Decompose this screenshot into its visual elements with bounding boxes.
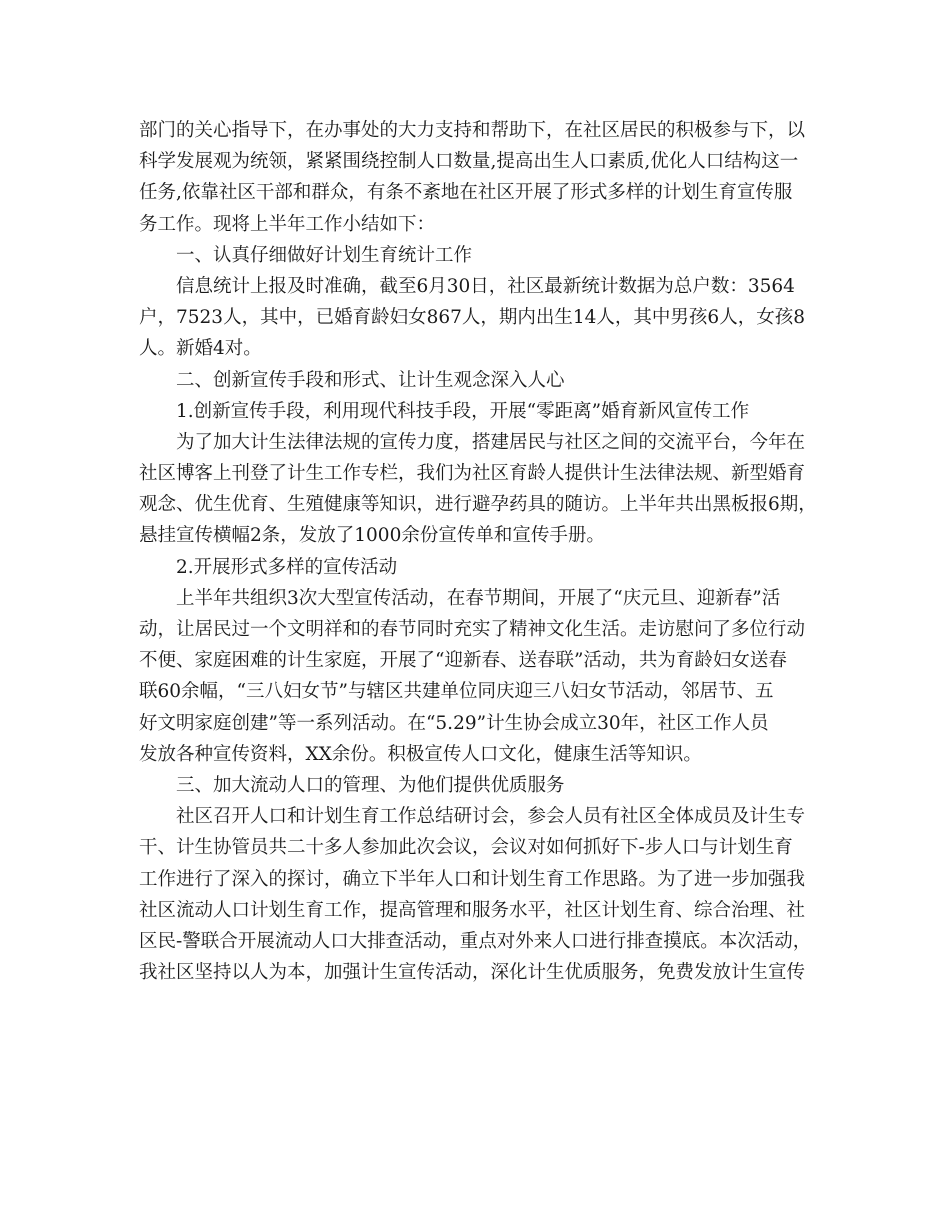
section-heading: 二、创新宣传手段和形式、让计生观念深入人心 <box>176 369 565 391</box>
document-body <box>139 115 819 988</box>
paragraph-first-line: 社区召开人口和计划生育工作总结研讨会，参会人员有社区全体成员及计生专 <box>176 806 806 828</box>
section-heading: 一、认真仔细做好计划生育统计工作 <box>176 244 473 266</box>
subsection-heading: 1.创新宣传手段，利用现代科技手段，开展“零距离”婚育新风宣传工作 <box>176 400 750 422</box>
body-line: 科学发展观为统领，紧紧围绕控制人口数量,提高出生人口素质,优化人口结构这一 <box>139 151 799 173</box>
body-line: 悬挂宣传横幅2条，发放了1000余份宣传单和宣传手册。 <box>139 525 605 547</box>
body-line: 社区博客上刊登了计生工作专栏，我们为社区育龄人提供计生法律法规、新型婚育 <box>139 463 806 485</box>
body-line: 户，7523人，其中，已婚育龄妇女867人，期内出生14人，其中男孩6人，女孩8 <box>139 307 805 329</box>
paragraph-first-line: 信息统计上报及时准确，截至6月30日，社区最新统计数据为总户数：3564 <box>176 275 795 297</box>
body-line: 好文明家庭创建”等一系列活动。在“5.29”计生协会成立30年，社区工作人员 <box>139 712 769 734</box>
body-line: 发放各种宣传资料，XX余份。积极宣传人口文化，健康生活等知识。 <box>139 743 702 765</box>
body-line: 务工作。现将上半年工作小结如下： <box>139 213 436 235</box>
body-line: 观念、优生优育、生殖健康等知识，进行避孕药具的随访。上半年共出黑板报6期， <box>139 494 817 516</box>
paragraph-first-line: 为了加大计生法律法规的宣传力度，搭建居民与社区之间的交流平台，今年在 <box>176 431 806 453</box>
body-line: 社区流动人口计划生育工作，提高管理和服务水平，社区计划生育、综合治理、社 <box>139 899 806 921</box>
body-line: 不便、家庭困难的计生家庭，开展了“迎新春、送春联”活动，共为育龄妇女送春 <box>139 650 787 672</box>
body-line: 干、计生协管员共二十多人参加此次会议，会议对如何抓好下-步人口与计划生育 <box>139 837 793 859</box>
body-line: 工作进行了深入的探讨，确立下半年人口和计划生育工作思路。为了进一步加强我 <box>139 868 806 890</box>
section-heading: 三、加大流动人口的管理、为他们提供优质服务 <box>176 774 565 796</box>
body-line: 人。新婚4对。 <box>139 338 262 360</box>
body-line: 任务,依靠社区干部和群众，有条不紊地在社区开展了形式多样的计划生育宣传服 <box>139 182 793 204</box>
body-line: 联60余幅，“三八妇女节”与辖区共建单位同庆迎三八妇女节活动，邻居节、五 <box>139 681 774 703</box>
subsection-heading: 2.开展形式多样的宣传活动 <box>176 556 398 578</box>
body-line: 区民-警联合开展流动人口大排查活动，重点对外来人口进行排查摸底。本次活动， <box>139 930 812 952</box>
body-line: 我社区坚持以人为本，加强计生宣传活动，深化计生优质服务，免费发放计生宣传 <box>139 962 806 984</box>
body-line: 部门的关心指导下，在办事处的大力支持和帮助下，在社区居民的积极参与下，以 <box>139 120 806 141</box>
paragraph-first-line: 上半年共组织3次大型宣传活动，在春节期间，开展了“庆元旦、迎新春”活 <box>176 587 781 609</box>
body-line: 动，让居民过一个文明祥和的春节同时充实了精神文化生活。走访慰问了多位行动 <box>139 619 806 640</box>
